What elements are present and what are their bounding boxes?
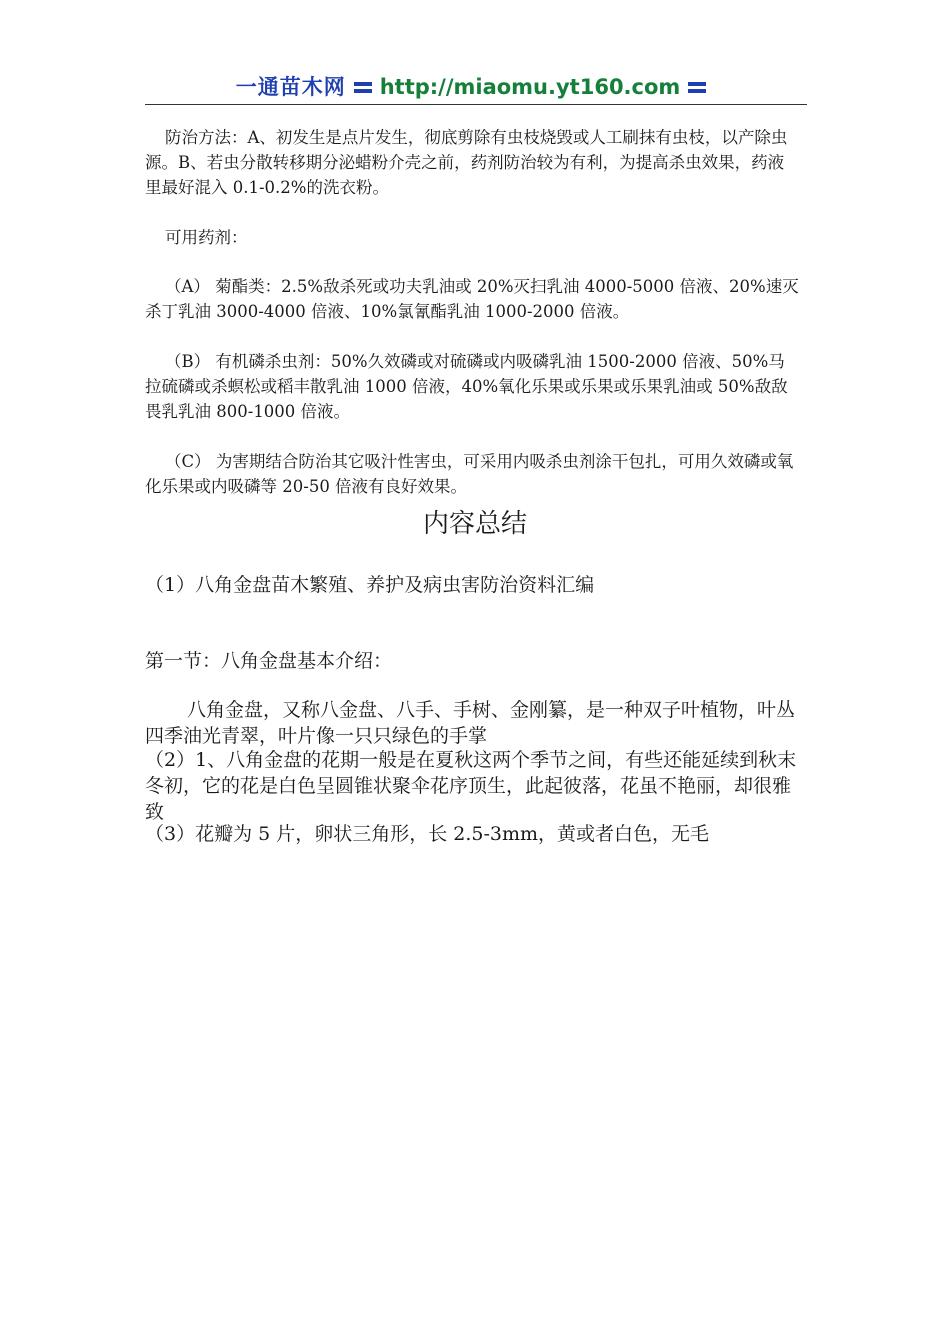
summary-item-3: （3）花瓣为 5 片，卵状三角形，长 2.5-3mm，黄或者白色，无毛 [145,823,710,845]
summary-item-1: （1）八角金盘苗木繁殖、养护及病虫害防治资料汇编 [145,574,595,596]
paragraph-agent-c: （C） 为害期结合防治其它吸汁性害虫，可采用内吸杀虫剂涂干包扎，可用久效磷或氧化乐果或内吸磷等 20-50 倍液有良好效果。 [145,452,794,496]
site-brand: 一通苗木网 [235,75,346,99]
summary-item-2: （2）1、八角金盘的花期一般是在夏秋这两个季节之间，有些还能延续到秋末冬初，它的花是白色呈圆锥状聚伞花序顶生，此起彼落，花虽不艳丽，却很雅致 [145,749,797,823]
summary-intro-paragraph: 八角金盘，又称八金盘、八手、手树、金刚纂，是一种双子叶植物，叶丛四季油光青翠，叶片像一只只绿色的手掌 [145,699,796,747]
summary-section-heading: 第一节：八角金盘基本介绍： [145,650,393,672]
double-bar-icon [354,80,372,94]
paragraph-control-methods: 防治方法：A、初发生是点片发生，彻底剪除有虫枝烧毁或人工刷抹有虫枝，以产除虫源。B、若虫分散转移期分泌蜡粉介壳之前，药剂防治较为有利，为提高杀虫效果，药液里最好混入 0.1-0.2%的洗衣粉。 [145,128,788,197]
summary-title: 内容总结 [422,509,527,539]
paragraph-agent-b: （B） 有机磷杀虫剂：50%久效磷或对硫磷或内吸磷乳油 1500-2000 倍液、50%马拉硫磷或杀螟松或稻丰散乳油 1000 倍液，40%氧化乐果或乐果或乐果乳油或 50%敌敌畏乳乳油 800-1000 倍液。 [145,352,788,421]
paragraph-available-agents: 可用药剂： [165,228,248,247]
page-header [0,72,950,102]
header-divider [145,104,807,105]
site-url[interactable]: http://miaomu.yt160.com [379,75,681,99]
double-bar-icon [688,80,706,94]
paragraph-agent-a: （A） 菊酯类：2.5%敌杀死或功夫乳油或 20%灭扫乳油 4000-5000 倍液、20%速灭杀丁乳油 3000-4000 倍液、10%氯氰酯乳油 1000-2000 倍液。 [145,277,799,321]
